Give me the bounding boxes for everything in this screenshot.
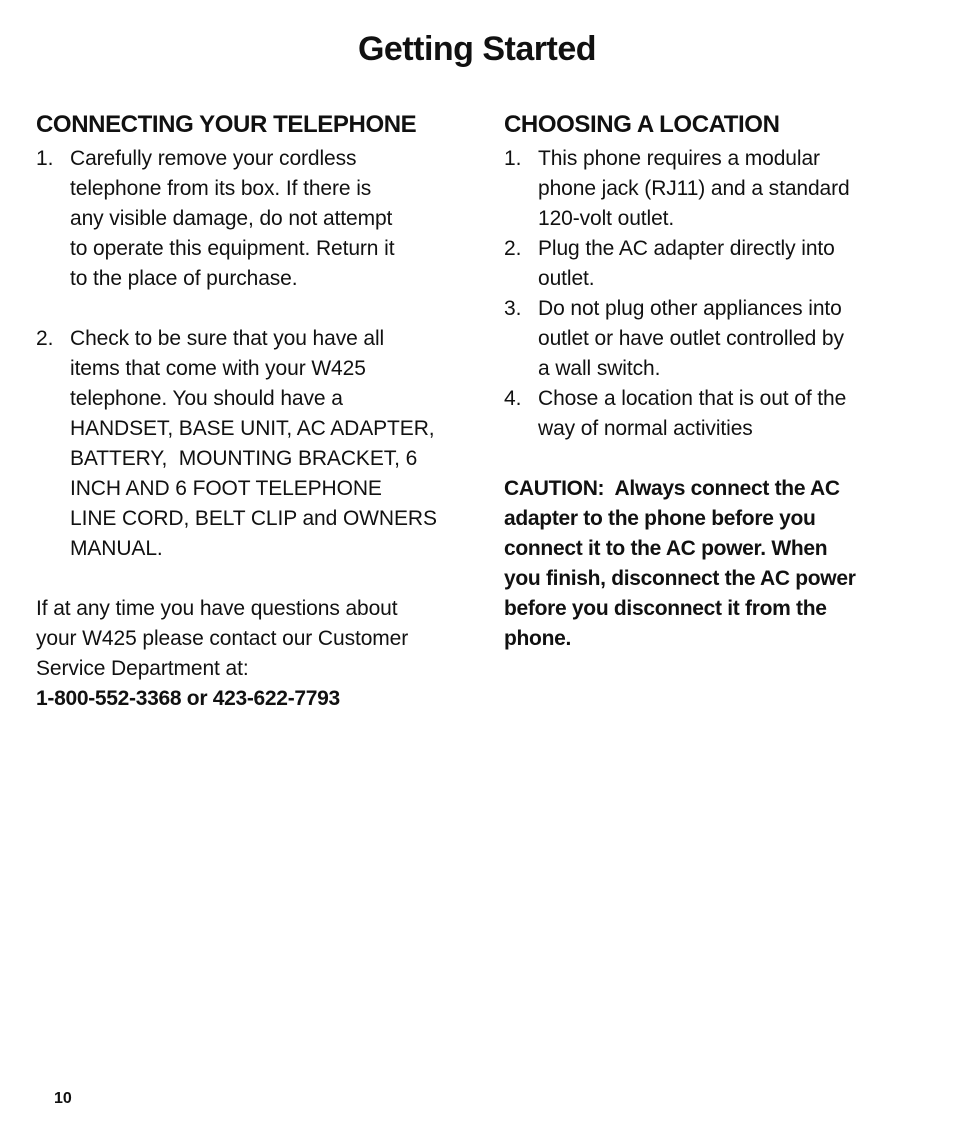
customer-service-phone-numbers: 1-800-552-3368 or 423-622-7793 — [36, 687, 340, 710]
step-line: Chose a location that is out of the — [538, 387, 847, 410]
step-number: 4. — [504, 387, 522, 410]
step-line: a wall switch. — [538, 357, 661, 380]
step-line: way of normal activities — [538, 417, 753, 440]
step-line: Do not plug other appliances into — [538, 297, 842, 320]
connecting-steps — [36, 144, 456, 564]
step-line: Carefully remove your cordless — [70, 147, 357, 170]
step-number: 2. — [36, 327, 54, 350]
connecting-heading: CONNECTING YOUR TELEPHONE — [36, 111, 417, 138]
caution-note — [504, 474, 904, 654]
caution-line: phone. — [504, 627, 572, 650]
step-line: 120-volt outlet. — [538, 207, 675, 230]
location-step-4 — [504, 384, 904, 444]
step-line: Plug the AC adapter directly into — [538, 237, 835, 260]
step-line: to operate this equipment. Return it — [70, 237, 395, 260]
caution-line: adapter to the phone before you — [504, 507, 816, 530]
connecting-step-1 — [36, 144, 456, 294]
caution-line: CAUTION: Always connect the AC — [504, 477, 840, 500]
location-section — [504, 110, 904, 654]
step-line: telephone. You should have a — [70, 387, 343, 410]
step-line: LINE CORD, BELT CLIP and OWNERS — [70, 507, 437, 530]
step-number: 1. — [504, 147, 522, 170]
contact-line: If at any time you have questions about — [36, 597, 398, 620]
step-line: outlet. — [538, 267, 595, 290]
step-number: 3. — [504, 297, 522, 320]
step-line: HANDSET, BASE UNIT, AC ADAPTER, — [70, 417, 435, 440]
caution-line: connect it to the AC power. When — [504, 537, 828, 560]
location-steps — [504, 144, 904, 444]
step-line: Check to be sure that you have all — [70, 327, 385, 350]
caution-line: before you disconnect it from the — [504, 597, 827, 620]
connecting-step-2 — [36, 324, 456, 564]
connecting-section — [36, 110, 456, 714]
step-line: phone jack (RJ11) and a standard — [538, 177, 850, 200]
location-step-2 — [504, 234, 904, 294]
step-line: MANUAL. — [70, 537, 163, 560]
caution-line: you finish, disconnect the AC power — [504, 567, 856, 590]
contact-paragraph — [36, 594, 456, 714]
step-line: INCH AND 6 FOOT TELEPHONE — [70, 477, 382, 500]
step-line: items that come with your W425 — [70, 357, 366, 380]
step-line: any visible damage, do not attempt — [70, 207, 393, 230]
step-number: 2. — [504, 237, 522, 260]
contact-line: your W425 please contact our Customer — [36, 627, 409, 650]
contact-line: Service Department at: — [36, 657, 249, 680]
step-line: BATTERY, MOUNTING BRACKET, 6 — [70, 447, 418, 470]
step-number: 1. — [36, 147, 54, 170]
step-line: This phone requires a modular — [538, 147, 820, 170]
page-title: Getting Started — [357, 30, 597, 68]
step-line: outlet or have outlet controlled by — [538, 327, 844, 350]
step-line: to the place of purchase. — [70, 267, 298, 290]
step-line: telephone from its box. If there is — [70, 177, 372, 200]
location-step-3 — [504, 294, 904, 384]
location-step-1 — [504, 144, 904, 234]
location-heading: CHOOSING A LOCATION — [504, 111, 780, 138]
page-number: 10 — [54, 1090, 72, 1107]
